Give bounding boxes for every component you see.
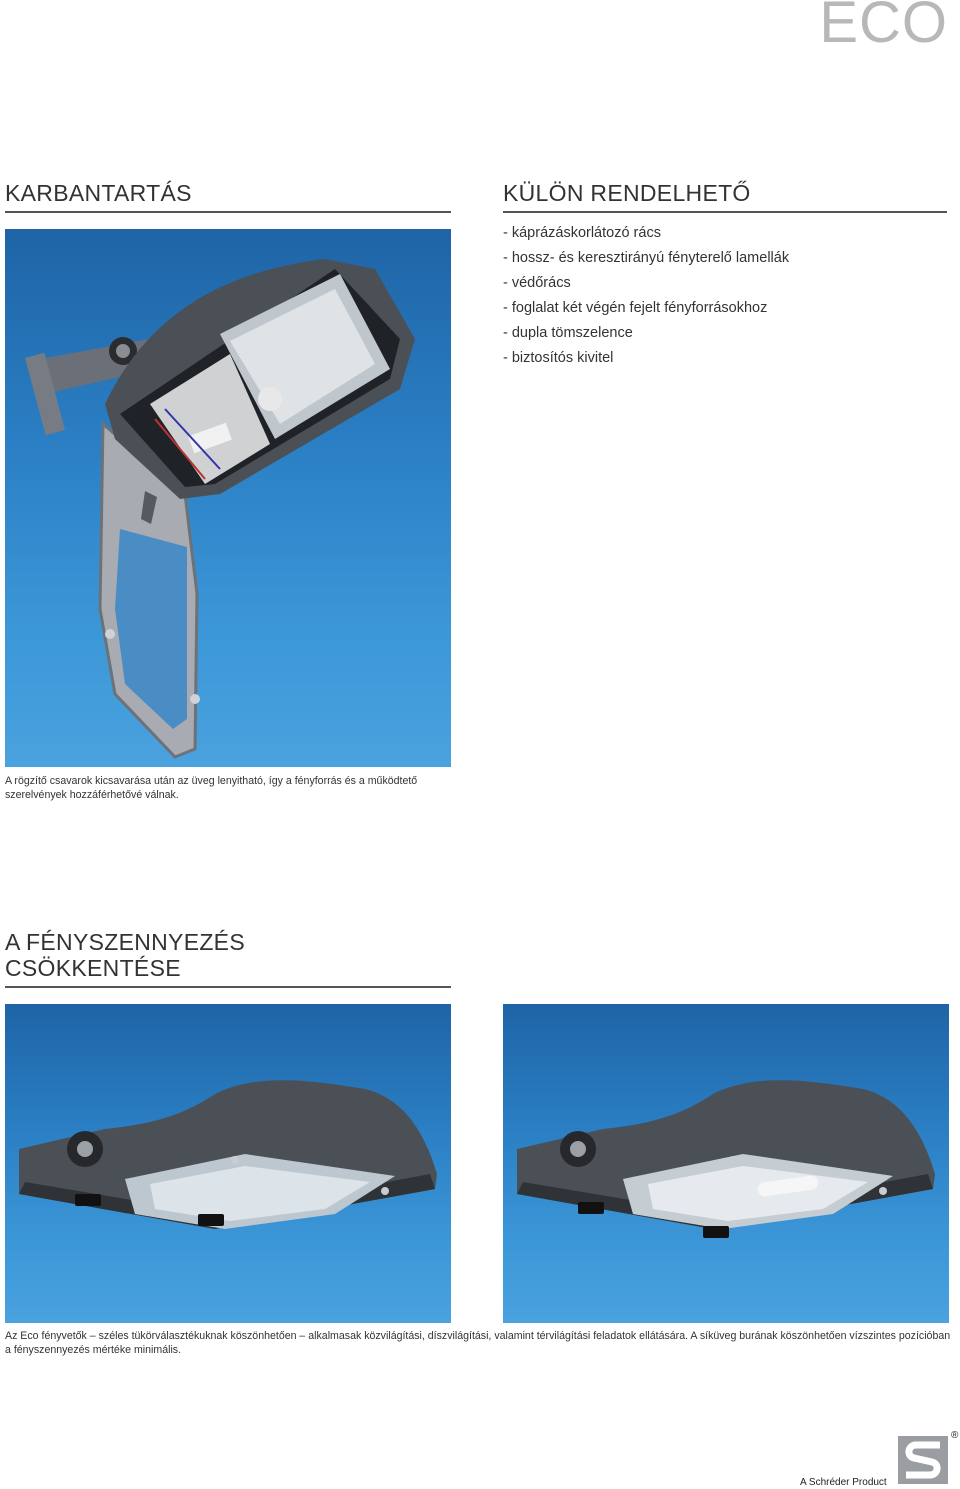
- heading-line-1: A FÉNYSZENNYEZÉS: [5, 929, 245, 955]
- options-rule: [503, 211, 947, 213]
- light-pollution-rule: [5, 986, 451, 988]
- brand-title: ECO: [819, 0, 948, 55]
- list-item: - káprázáskorlátozó rács: [503, 225, 661, 241]
- light-pollution-caption: Az Eco fényvetők – széles tükörválasztékuknak köszönhetően – alkalmasak közvilágítási, díszvilágítási, valamint térvilágítási feladatok ellátására. A síküveg burának köszönhetően vízszintes pozícióban a fényszennyezés mértéke minimális.: [5, 1330, 951, 1356]
- luminaire-photo-left: [5, 1004, 451, 1323]
- list-item: - foglalat két végén fejelt fényforrásokhoz: [503, 300, 768, 316]
- luminaire-photo-right: [503, 1004, 949, 1323]
- heading-line-2: CSÖKKENTÉSE: [5, 955, 181, 982]
- options-list: [503, 221, 789, 371]
- maintenance-rule: [5, 211, 451, 213]
- maintenance-caption: A rögzítő csavarok kicsavarása után az üveg lenyitható, így a fényforrás és a működtető szerelvények hozzáférhetővé válnak.: [5, 775, 418, 801]
- maintenance-photo: [5, 229, 451, 767]
- schreder-logo: [898, 1436, 950, 1484]
- registered-mark: ®: [951, 1430, 959, 1441]
- light-pollution-heading: [5, 929, 245, 982]
- schreder-product-label: A Schréder Product: [800, 1477, 887, 1488]
- list-item: - biztosítós kivitel: [503, 350, 614, 366]
- list-item: - hossz- és keresztirányú fényterelő lamellák: [503, 250, 790, 266]
- maintenance-heading: KARBANTARTÁS: [5, 180, 192, 206]
- options-heading: KÜLÖN RENDELHETŐ: [503, 180, 751, 206]
- list-item: - védőrács: [503, 275, 571, 291]
- list-item: - dupla tömszelence: [503, 325, 633, 341]
